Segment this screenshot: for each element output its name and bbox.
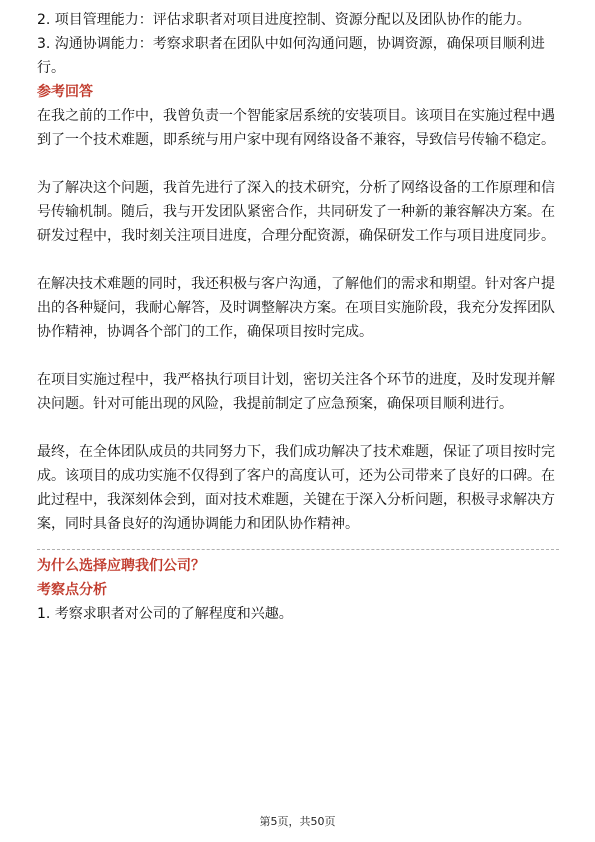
answer-paragraph: 在解决技术难题的同时，我还积极与客户沟通，了解他们的需求和期望。针对客户提出的各种疑问，我耐心解答，及时调整解决方案。在项目实施阶段，我充分发挥团队协作精神，协调各个部门的工作，确保项目按时完成。: [37, 276, 555, 340]
question-heading: 为什么选择应聘我们公司？: [37, 558, 205, 574]
list-item: 3. 沟通协调能力：考察求职者在团队中如何沟通问题，协调资源，确保项目顺利进行。: [37, 36, 545, 76]
answer-paragraph: 最终，在全体团队成员的共同努力下，我们成功解决了技术难题，保证了项目按时完成。该项目的成功实施不仅得到了客户的高度认可，还为公司带来了良好的口碑。在此过程中，我深刻体会到，面对技术难题，关键在于深入分析问题，积极寻求解决方案，同时具备良好的沟通协调能力和团队协作精神。: [37, 444, 555, 532]
section-divider: [37, 549, 559, 550]
paragraph-gap: [37, 344, 559, 368]
list-item: 2. 项目管理能力：评估求职者对项目进度控制、资源分配以及团队协作的能力。: [37, 12, 531, 28]
paragraph-gap: [37, 152, 559, 176]
paragraph-gap: [37, 416, 559, 440]
page-number: 第5页，共50页: [259, 815, 336, 828]
answer-paragraph: 在我之前的工作中，我曾负责一个智能家居系统的安装项目。该项目在实施过程中遇到了一个技术难题，即系统与用户家中现有网络设备不兼容，导致信号传输不稳定。: [37, 108, 555, 148]
paragraph-gap: [37, 248, 559, 272]
section-heading-answer: 参考回答: [37, 84, 93, 100]
list-item: 1. 考察求职者对公司的了解程度和兴趣。: [37, 606, 293, 622]
answer-paragraph: 为了解决这个问题，我首先进行了深入的技术研究，分析了网络设备的工作原理和信号传输机制。随后，我与开发团队紧密合作，共同研发了一种新的兼容解决方案。在研发过程中，我时刻关注项目进度，合理分配资源，确保研发工作与项目进度同步。: [37, 180, 555, 244]
section-heading-analysis: 考察点分析: [37, 582, 107, 598]
answer-paragraph: 在项目实施过程中，我严格执行项目计划，密切关注各个环节的进度，及时发现并解决问题。针对可能出现的风险，我提前制定了应急预案，确保项目顺利进行。: [37, 372, 555, 412]
page-content: [37, 8, 559, 626]
